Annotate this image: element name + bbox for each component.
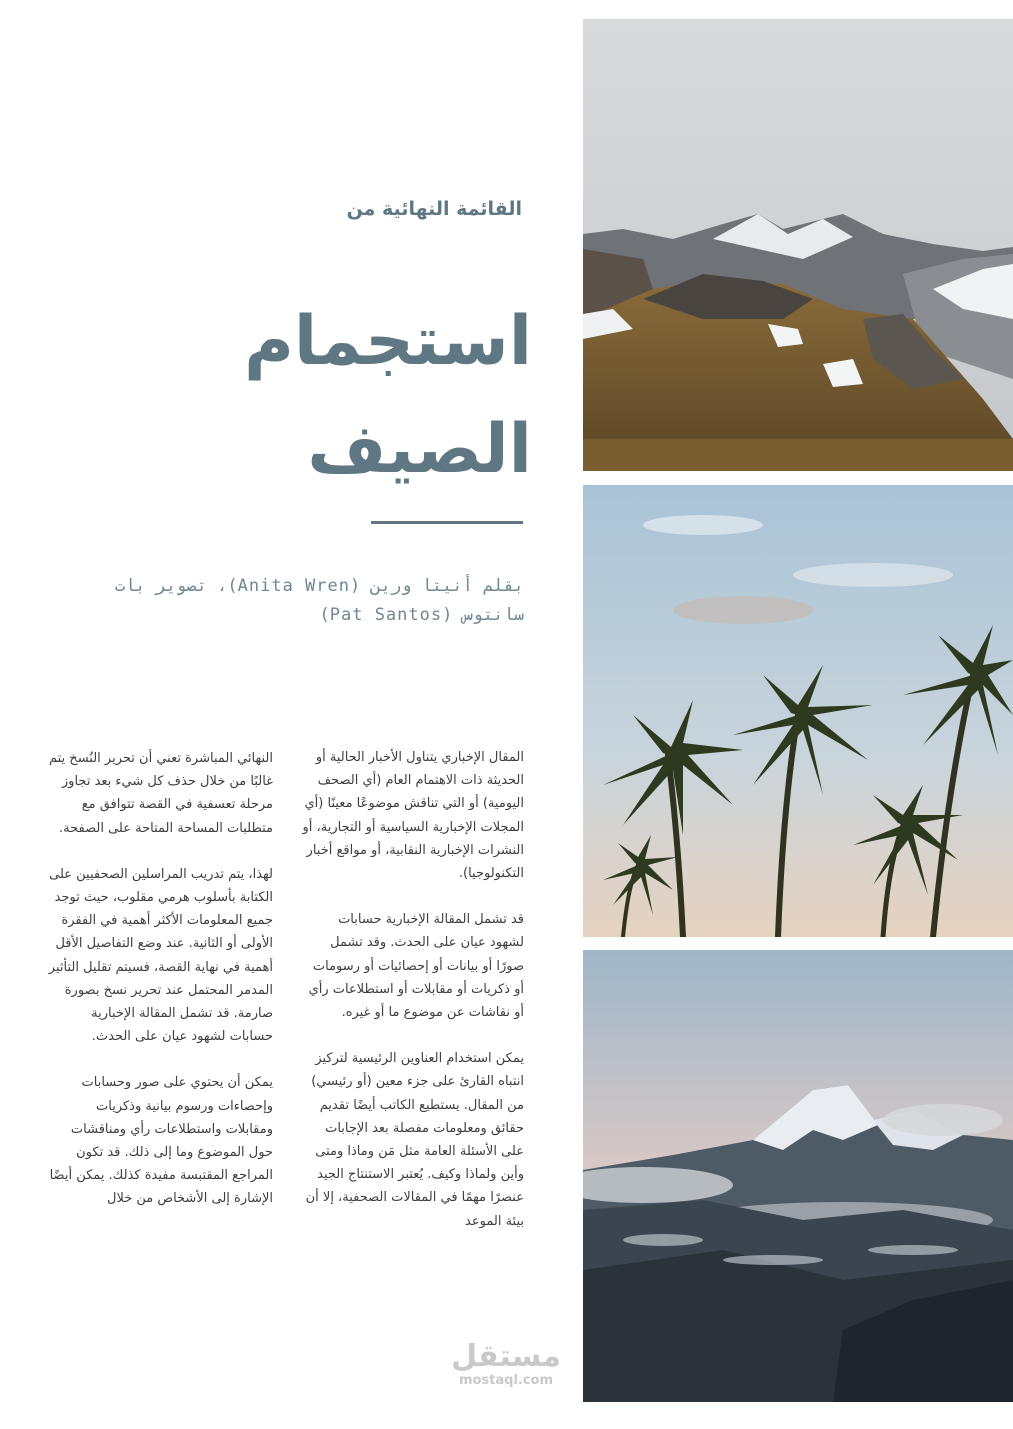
title-rule xyxy=(371,521,523,524)
photo-palm-trees xyxy=(583,485,1013,937)
paragraph: يمكن أن يحتوي على صور وحسابات وإحصاءات ورسوم بيانية وذكريات ومقابلات واستطلاعات رأي ومناقشات حول الموضوع وما إلى ذلك. قد تكون المراجع المقتبسة مفيدة كذلك. يمكن أيضًا الإشارة إلى الأشخاص من خلال xyxy=(49,1075,273,1207)
paragraph: لهذا، يتم تدريب المراسلين الصحفيين على الكتابة بأسلوب هرمي مقلوب، حيث توجد جميع المعلومات الأكثر أهمية في الفقرة الأولى أو الثانية. عند وضع التفاصيل الأقل أهمية في نهاية القصة، فسيتم تقليل التأثير المدمر المحتمل عند تحرير نسخ بصورة صارمة. قد تشمل المقالة الإخبارية حسابات لشهود عيان على الحدث. xyxy=(48,866,273,1045)
paragraph: النهائي المباشرة تعني أن تحرير النُسخ يتم غالبًا من خلال حذف كل شيء بعد تجاوز مرحلة تعسفية في القصة تتوافق مع متطلبات المساحة المتاحة على الصفحة. xyxy=(48,751,273,836)
article-byline: بقلم أنيتا ورين (Anita Wren)، تصوير بات سانتوس (Pat Santos) xyxy=(114,576,524,625)
body-column-left xyxy=(48,747,273,1234)
watermark-arabic: مستقل xyxy=(451,1339,561,1374)
photo-mountain-ridge xyxy=(583,19,1013,471)
paragraph: قد تشمل المقالة الإخبارية حسابات لشهود عيان على الحدث. وقد تشمل صورًا أو بيانات أو إحصائيات أو رسومات أو ذكريات أو مقابلات أو استطلاعات رأي أو نقاشات عن موضوع ما أو غيره. xyxy=(308,912,524,1021)
watermark-latin: mostaql.com xyxy=(458,1373,554,1388)
article-kicker: القائمة النهائية من xyxy=(346,198,522,220)
body-column-right xyxy=(300,746,524,1256)
paragraph: المقال الإخباري يتناول الأخبار الحالية أو الحديثة ذات الاهتمام العام (أي الصحف اليومية) أو التي تناقش موضوعًا معينًا (أي المجلات الإخبارية السياسية أو التجارية، أو النشرات الإخبارية النقابية، أو مواقع أخبار التكنولوجيا). xyxy=(302,750,524,882)
photo-snowy-peak xyxy=(583,950,1013,1402)
watermark-logo xyxy=(444,1340,568,1388)
article-title: استجمام الصيف xyxy=(244,302,532,489)
paragraph: يمكن استخدام العناوين الرئيسية لتركيز انتباه القارئ على جزء معين (أو رئيسي) من المقال. يستطيع الكاتب أيضًا تقديم حقائق ومعلومات مفصلة بعد الإجابات على الأسئلة العامة مثل مَن وماذا ومتى وأين ولماذا وكيف. يُعتبر الاستنتاج الجيد عنصرًا مهمًا في المقالات الصحفية، إلا أن بيئة الموعد xyxy=(305,1051,524,1229)
